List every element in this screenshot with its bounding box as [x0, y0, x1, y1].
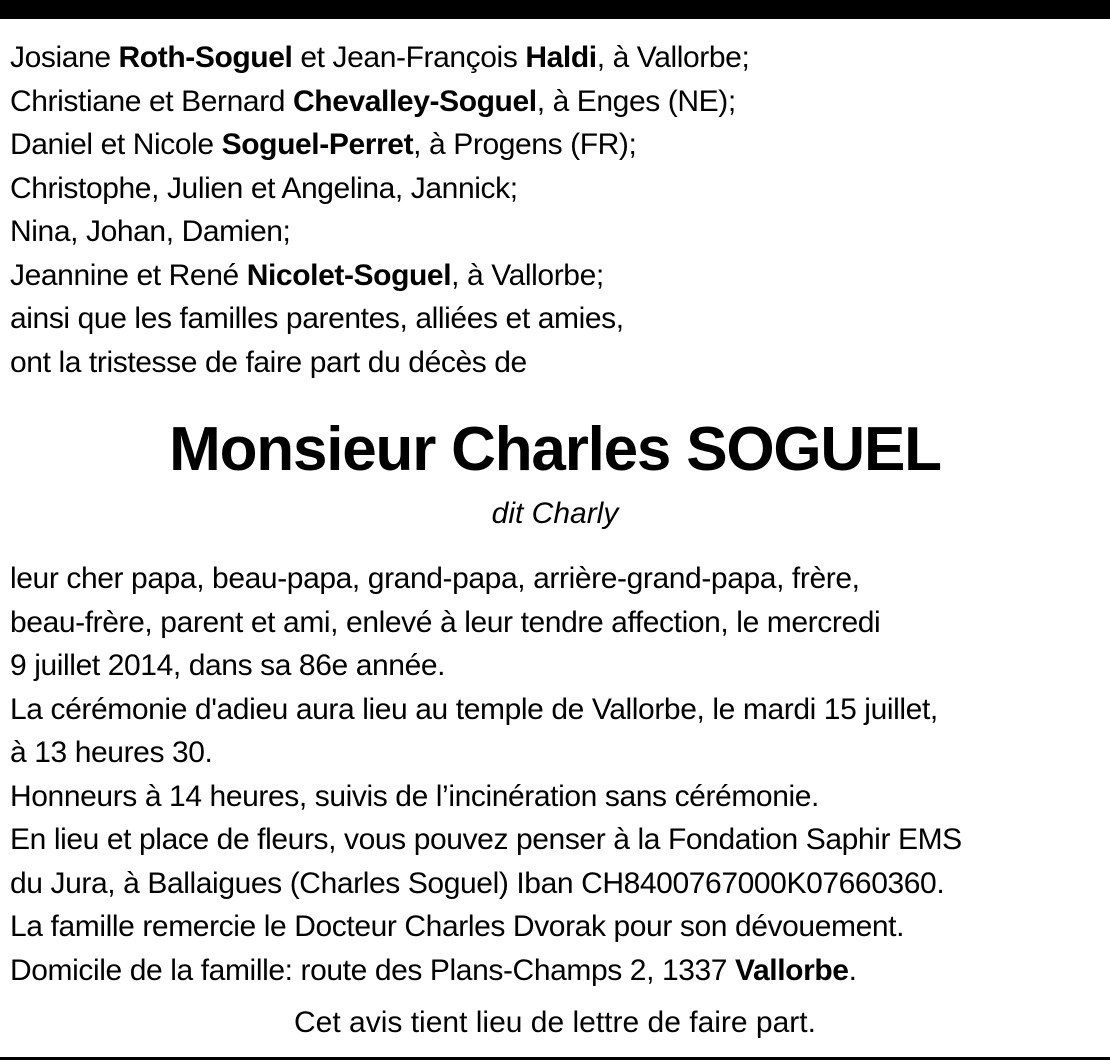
family-line: Nina, Johan, Damien; — [10, 215, 291, 248]
closing-statement: Cet avis tient lieu de lettre de faire part. — [294, 1006, 816, 1039]
details-line: En lieu et place de fleurs, vous pouvez penser à la Fondation Saphir EMS — [10, 823, 962, 856]
details-line: à 13 heures 30. — [10, 736, 213, 769]
notice-details — [10, 557, 1105, 992]
top-border-bar — [0, 0, 1110, 19]
details-line: Honneurs à 14 heures, suivis de l’incinération sans cérémonie. — [10, 779, 819, 813]
deceased-nickname: dit Charly — [491, 497, 619, 530]
deceased-name: Monsieur Charles SOGUEL — [169, 415, 941, 484]
details-line: La cérémonie d'adieu aura lieu au temple de Vallorbe, le mardi 15 juillet, — [10, 692, 938, 726]
bottom-border-rule — [0, 1057, 1110, 1060]
family-line: Christophe, Julien et Angelina, Jannick; — [10, 171, 518, 205]
family-line: Daniel et Nicole Soguel-Perret, à Progens (FR); — [10, 128, 637, 161]
deceased-heading — [0, 410, 1110, 536]
family-line: Josiane Roth-Soguel et Jean-François Haldi, à Vallorbe; — [10, 41, 750, 74]
family-line: Jeannine et René Nicolet-Soguel, à Vallorbe; — [10, 258, 604, 292]
family-line: Christiane et Bernard Chevalley-Soguel, à Enges (NE); — [10, 84, 736, 118]
family-line: ainsi que les familles parentes, alliées et amies, — [10, 302, 624, 335]
family-line: ont la tristesse de faire part du décès de — [10, 345, 527, 379]
details-line: du Jura, à Ballaigues (Charles Soguel) Iban CH8400767000K07660360. — [10, 866, 945, 900]
details-line: 9 juillet 2014, dans sa 86e année. — [10, 649, 446, 682]
details-line: leur cher papa, beau-papa, grand-papa, arrière-grand-papa, frère, — [10, 562, 860, 595]
family-list — [10, 36, 1105, 384]
details-line: Domicile de la famille: route des Plans-Champs 2, 1337 Vallorbe. — [10, 953, 857, 987]
details-line: La famille remercie le Docteur Charles Dvorak pour son dévouement. — [10, 910, 905, 943]
details-line: beau-frère, parent et ami, enlevé à leur tendre affection, le mercredi — [10, 605, 881, 639]
